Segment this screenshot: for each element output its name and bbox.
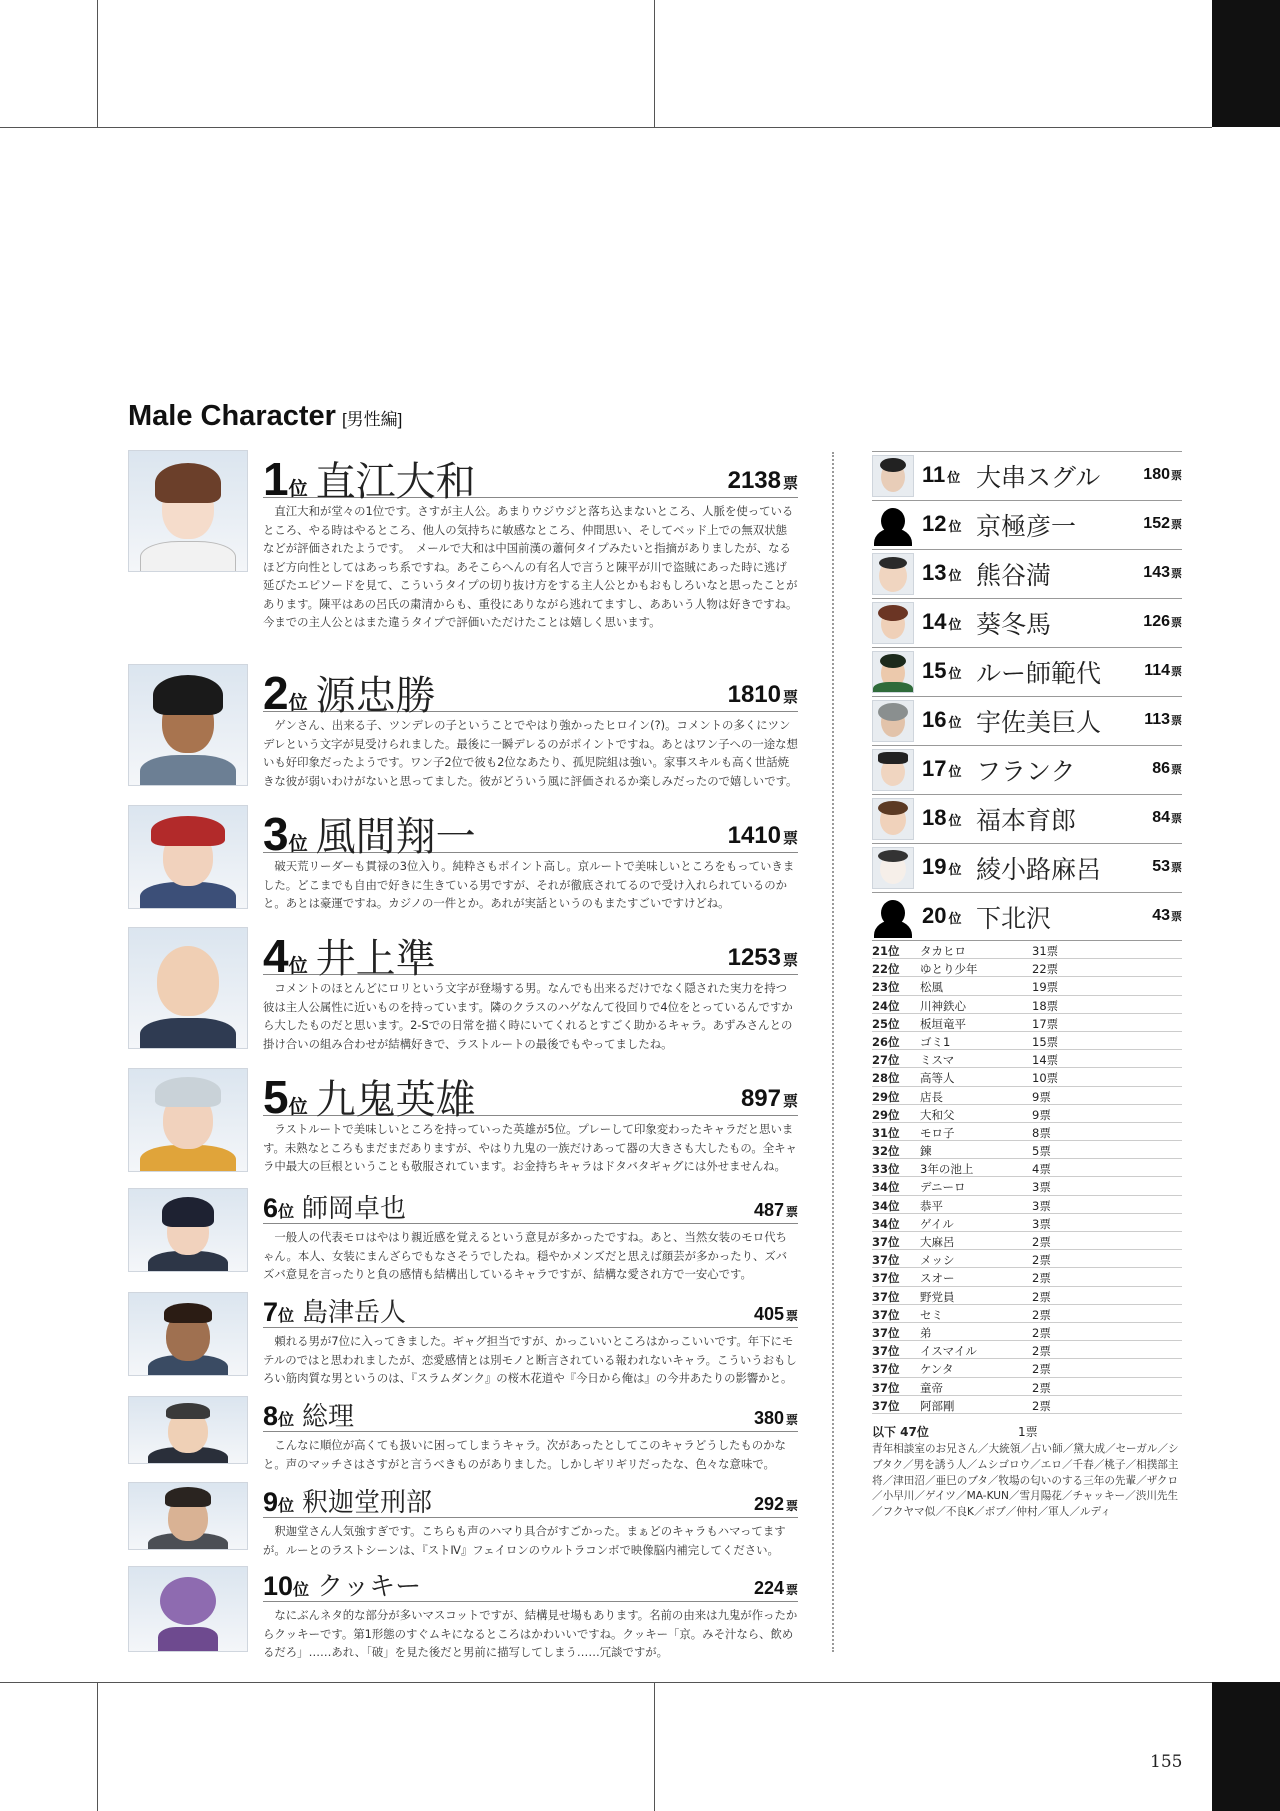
character-name: 松風 xyxy=(920,980,943,995)
rank-number: 15 位 xyxy=(922,658,962,683)
character-name: ゴミ1 xyxy=(920,1034,951,1049)
vote-count: 2票 xyxy=(1032,1253,1051,1268)
rank-list-row xyxy=(872,941,1182,959)
vote-count: 405 票 xyxy=(753,1304,798,1324)
rank-number: 8 xyxy=(263,1401,279,1431)
rank-label: 37位 xyxy=(872,1289,900,1304)
rank-number: 10 xyxy=(263,1571,294,1601)
character-name: 熊谷満 xyxy=(976,561,1052,590)
character-name: 板垣竜平 xyxy=(920,1016,966,1031)
rank-list-row xyxy=(872,1232,1182,1250)
crop-mark xyxy=(97,0,98,127)
rank-number: 9 xyxy=(263,1487,279,1517)
rank-label: 21位 xyxy=(872,944,900,958)
character-name: 井上準 xyxy=(315,936,436,982)
vote-count: 897 票 xyxy=(740,1085,798,1112)
crop-mark xyxy=(97,1683,98,1811)
rank-entry-6 xyxy=(128,1188,798,1280)
rank-entry-2 xyxy=(128,664,798,794)
rank-suffix: 位 xyxy=(288,955,308,977)
character-portrait xyxy=(128,450,248,572)
rank-list-row xyxy=(872,1250,1182,1268)
vote-count: 31票 xyxy=(1032,944,1059,958)
rank-label: 32位 xyxy=(872,1144,900,1159)
rank-entry-9 xyxy=(128,1482,798,1557)
character-name: 京極彦一 xyxy=(976,512,1077,541)
rank-label: 37位 xyxy=(872,1344,900,1359)
character-name: クッキー xyxy=(317,1572,422,1602)
comment-text: 直江大和が堂々の1位です。さすが主人公。あまりウジウジと落ち込まないところ、人脈を使っているところ、やる時はやるところ、他人の気持ちに敏感なところ、仲間思い、そしてベッド上での無双状態などが評価されたようです。 メールで大和は中国前漢の蕭何タイプみたいと指摘がありましたが、なるほど方向性としてはあっち系ですね。あそこらへんの有名人で言うと陳平が川で盗賊にあった時に逃げ延びたエピソードを見て、こういうタイプの切り抜け方をする主人公とかもおもしろいなと思ったことがあります。陳平はあの呂氏の粛清からも、重役にありながら逃れてますし、ああいう人物は好きですね。今までの主人公とはまた違うタイプで評価いただけたことは嬉しく思います。 xyxy=(263,504,798,629)
character-portrait xyxy=(128,1068,248,1172)
character-portrait xyxy=(128,1482,248,1550)
rank-list-row xyxy=(872,1068,1182,1086)
side-rank-14 xyxy=(872,598,1182,646)
comment-text: こんなに順位が高くても扱いに困ってしまうキャラ。次があったとしてこのキャラどうしたものかなと。声のマッチさはさすがと言うべきものがありました。しかしギリギリだったな、色々な意味で。 xyxy=(263,1438,786,1471)
rank-label: 37位 xyxy=(872,1325,900,1340)
rank-list-row xyxy=(872,959,1182,977)
rank-suffix: 位 xyxy=(278,1202,295,1221)
rank-list-row xyxy=(872,1105,1182,1123)
rank-suffix: 位 xyxy=(288,833,308,855)
vote-count: 18票 xyxy=(1032,998,1059,1013)
side-rank-17 xyxy=(872,745,1182,793)
vote-count: 2票 xyxy=(1032,1362,1051,1377)
character-name: モロ子 xyxy=(920,1125,955,1140)
rank-label: 23位 xyxy=(872,980,900,995)
rank-entry-10 xyxy=(128,1566,798,1658)
character-portrait xyxy=(128,1396,248,1464)
character-thumbnail xyxy=(872,798,914,840)
rank-suffix: 位 xyxy=(278,1410,295,1429)
vote-count: 2票 xyxy=(1032,1271,1051,1286)
vote-count: 1810 票 xyxy=(727,681,798,708)
comment-text: なにぶんネタ的な部分が多いマスコットですが、結構見せ場もあります。名前の由来は九鬼が作ったからクッキーです。第1形態のすぐムキになるところはかわいいですね。クッキー「京。みそ汁なら、飲めるだろ」……あれ、「破」を見た後だと男前に描写してしまう……冗談ですが。 xyxy=(263,1608,798,1659)
entry-header xyxy=(263,805,798,860)
vote-count: 19票 xyxy=(1032,980,1059,995)
side-rank-15 xyxy=(872,647,1182,695)
rank-list-row xyxy=(872,1196,1182,1214)
character-silhouette xyxy=(872,896,914,938)
side-rank-13 xyxy=(872,549,1182,597)
rank-label: 31位 xyxy=(872,1125,900,1140)
side-rank-12 xyxy=(872,500,1182,548)
character-name: 宇佐美巨人 xyxy=(976,708,1102,737)
remaining-ranks-header xyxy=(872,1423,1038,1440)
vote-count: 487 票 xyxy=(753,1200,798,1220)
character-name: スオー xyxy=(920,1271,955,1286)
vote-count: 14票 xyxy=(1032,1053,1059,1068)
side-rank-16 xyxy=(872,696,1182,744)
vote-count: 10票 xyxy=(1032,1071,1059,1086)
character-name: 童帝 xyxy=(920,1380,943,1395)
vote-count: 4票 xyxy=(1032,1162,1051,1177)
crop-mark xyxy=(654,1683,655,1811)
rank-entry-7 xyxy=(128,1292,798,1384)
comment-text: コメントのほとんどにロリという文字が登場する男。なんでも出来るだけでなく隠された実力を持つ彼は主人公属性に近いものを持っています。隣のクラスのハゲなんて役回りで4位をとっているんですから大したものだと思います。2-Sでの日常を描く時にいてくれるとすごく助かるキャラ。あずみさんとの掛け合いの組み合わせが結構好きで、ラストルートの最後でもやってましたね。 xyxy=(263,981,793,1051)
section-title xyxy=(128,400,402,433)
character-name: ルー師範代 xyxy=(976,659,1102,688)
remaining-ranks-names: 青年相談室のお兄さん／大統領／占い師／黛大成／セーガル／シブタク／男を誘う人／ムシゴロウ／エロ／千春／桃子／相撲部主将／津田沼／亜巳のブタ／牧場の匂いのする三年の先輩／ザクロ／小早川／ゲイツ／MA-KUN／雪月陽花／チャッキー／渋川先生／フクヤマ似／不良K／ボブ／仲村／軍人／ルディ xyxy=(872,1443,1179,1519)
lower-rank-list xyxy=(872,940,1182,1414)
section-subtitle: [男性編] xyxy=(341,410,403,429)
character-name: タカヒロ xyxy=(920,944,966,958)
rank-number: 2 xyxy=(263,667,289,719)
rank-suffix: 位 xyxy=(278,1306,295,1325)
rank-number: 4 xyxy=(263,930,289,982)
rank-list-row xyxy=(872,1087,1182,1105)
rank-number: 12 位 xyxy=(922,511,962,536)
character-name: イスマイル xyxy=(920,1344,977,1359)
rank-list-row xyxy=(872,1123,1182,1141)
vote-count: 224 票 xyxy=(753,1578,798,1598)
entry-header xyxy=(263,664,798,719)
rank-label: 26位 xyxy=(872,1034,900,1049)
vote-count: 3票 xyxy=(1032,1180,1051,1195)
vote-count: 15票 xyxy=(1032,1034,1059,1049)
rank-list-row xyxy=(872,1359,1182,1377)
character-name: 葵冬馬 xyxy=(976,610,1052,639)
character-name: 阿部剛 xyxy=(920,1398,955,1413)
rank-label: 37位 xyxy=(872,1398,900,1413)
vote-count: 2票 xyxy=(1032,1380,1051,1395)
corner-block xyxy=(1212,1682,1280,1811)
rank-number: 20 位 xyxy=(922,903,962,928)
vote-count: 143票 xyxy=(1143,564,1182,581)
rank-label: 25位 xyxy=(872,1016,900,1031)
character-portrait xyxy=(128,1292,248,1376)
rank-label: 37位 xyxy=(872,1380,900,1395)
vote-count: 2票 xyxy=(1032,1307,1051,1322)
rank-list-row xyxy=(872,1159,1182,1177)
rank-label: 37位 xyxy=(872,1235,900,1249)
rank-label: 34位 xyxy=(872,1198,900,1213)
vote-count: 43票 xyxy=(1152,907,1182,924)
entry-header xyxy=(263,927,798,982)
rank-number: 5 xyxy=(263,1071,289,1123)
rank-entry-4 xyxy=(128,927,798,1057)
character-name: 3年の池上 xyxy=(920,1162,974,1177)
rank-list-row xyxy=(872,1378,1182,1396)
crop-mark xyxy=(654,0,655,127)
vote-count: 2票 xyxy=(1032,1325,1051,1340)
character-name: 福本育郎 xyxy=(976,806,1077,835)
character-name: 高等人 xyxy=(920,1071,955,1086)
rank-list-row xyxy=(872,1396,1182,1414)
crop-mark xyxy=(0,127,1212,128)
character-name: 源忠勝 xyxy=(315,673,436,719)
vote-count: 1253 票 xyxy=(727,944,798,971)
section-title-text: Male Character xyxy=(128,400,336,432)
character-thumbnail xyxy=(872,602,914,644)
comment-text: 釈迦堂さん人気強すぎです。こちらも声のハマり具合がすごかった。まぁどのキャラもハマってますが。ルーとのラストシーンは、『ストⅣ』フェイロンのウルトラコンボで映像脳内補完してください。 xyxy=(263,1524,786,1557)
character-name: 島津岳人 xyxy=(302,1298,407,1328)
character-name: 釈迦堂刑部 xyxy=(302,1488,433,1518)
remaining-ranks-votes: 1票 xyxy=(1018,1425,1038,1439)
character-name: デニーロ xyxy=(920,1180,966,1195)
character-thumbnail xyxy=(872,651,914,693)
rank-label: 34位 xyxy=(872,1180,900,1195)
vote-count: 1410 票 xyxy=(727,822,798,849)
character-portrait xyxy=(128,1566,248,1652)
rank-list-row xyxy=(872,1177,1182,1195)
side-rank-19 xyxy=(872,843,1182,891)
vote-count: 9票 xyxy=(1032,1089,1051,1104)
character-name: 師岡卓也 xyxy=(302,1194,407,1224)
vote-count: 5票 xyxy=(1032,1144,1051,1159)
vote-count: 180票 xyxy=(1143,466,1182,483)
rank-list-row xyxy=(872,1050,1182,1068)
rank-suffix: 位 xyxy=(293,1580,310,1599)
character-portrait xyxy=(128,1188,248,1272)
character-portrait xyxy=(128,664,248,786)
rank-label: 29位 xyxy=(872,1107,900,1122)
rank-entry-1 xyxy=(128,450,798,650)
vote-count: 2票 xyxy=(1032,1344,1051,1359)
remaining-ranks-label: 以下 47位 xyxy=(872,1425,929,1439)
rank-number: 14 位 xyxy=(922,609,962,634)
rank-number: 18 位 xyxy=(922,805,962,830)
side-rank-20 xyxy=(872,892,1182,940)
character-name: 大串スグル xyxy=(976,463,1101,492)
rank-number: 1 xyxy=(263,453,289,505)
character-silhouette xyxy=(872,504,914,546)
rank-list-row xyxy=(872,1214,1182,1232)
character-name: 直江大和 xyxy=(315,459,476,505)
entry-header xyxy=(263,1566,798,1602)
character-name: 綾小路麻呂 xyxy=(976,855,1102,884)
character-name: 野党員 xyxy=(920,1289,955,1304)
vote-count: 114票 xyxy=(1144,662,1182,679)
entry-header xyxy=(263,450,798,505)
vote-count: 86票 xyxy=(1152,760,1182,777)
rank-entry-8 xyxy=(128,1396,798,1471)
character-name: 大麻呂 xyxy=(920,1235,955,1249)
character-name: ゆとり少年 xyxy=(920,962,978,977)
vote-count: 380 票 xyxy=(753,1408,798,1428)
rank-label: 27位 xyxy=(872,1053,900,1068)
rank-number: 16 位 xyxy=(922,707,962,732)
column-divider xyxy=(832,452,834,1652)
rank-list-row xyxy=(872,996,1182,1014)
vote-count: 8票 xyxy=(1032,1125,1051,1140)
crop-mark xyxy=(0,1682,1212,1683)
rank-label: 28位 xyxy=(872,1071,900,1086)
character-name: メッシ xyxy=(920,1253,955,1268)
rank-label: 37位 xyxy=(872,1271,900,1286)
character-thumbnail xyxy=(872,700,914,742)
vote-count: 22票 xyxy=(1032,962,1059,977)
comment-text: 頼れる男が7位に入ってきました。ギャグ担当ですが、かっこいいところはかっこいいです。年下にモテルのではと思われましたが、恋愛感情とは別モノと断言されている報われないキャラ。こういうおもしろい筋肉質な男というのは、『スラムダンク』の桜木花道や『今日から俺は』の今井あたりの影響かと。 xyxy=(263,1334,797,1385)
vote-count: 126票 xyxy=(1143,613,1182,630)
rank-entry-5 xyxy=(128,1068,798,1183)
entry-header xyxy=(263,1396,798,1432)
vote-count: 3票 xyxy=(1032,1216,1051,1231)
character-name: 恭平 xyxy=(920,1198,943,1213)
character-name: 弟 xyxy=(920,1325,932,1340)
character-name: ケンタ xyxy=(920,1362,954,1377)
character-portrait xyxy=(128,927,248,1049)
comment-text: ゲンさん、出来る子、ツンデレの子ということでやはり強かったヒロイン(?)。コメントの多くにツンデレという文字が見受けられました。最後に一瞬デレるのがポイントですね。あとはワン子への一途な想いも好印象だったようです。ワン子2位で彼も2位なあたり、孤児院組は強い。家事スキルも高く世話焼きな彼が弱いわけがないと思ってました。彼がどういう風に評価されるか楽しみだったので嬉しいです。 xyxy=(263,718,798,788)
side-rank-11 xyxy=(872,451,1182,499)
entry-header xyxy=(263,1292,798,1328)
vote-count: 113票 xyxy=(1144,711,1182,728)
rank-list-row xyxy=(872,1032,1182,1050)
rank-number: 17 位 xyxy=(922,756,962,781)
rank-list-row xyxy=(872,1341,1182,1359)
rank-list-row xyxy=(872,1268,1182,1286)
character-name: 風間翔一 xyxy=(315,814,476,860)
comment-text: 破天荒リーダーも貫禄の3位入り。純粋さもポイント高し。京ルートで美味しいところをもっていきました。どこまでも自由で好きに生きている男ですが、それが徹底されてるので受け入れられているのかと。あとは豪運ですね。カジノの一件とか。あれが実話というのもまたすごいですけどね。 xyxy=(263,859,795,910)
comment-text: ラストルートで美味しいところを持っていった英雄が5位。プレーして印象変わったキャラだと思います。未熟なところもまだまだありますが、やはり九鬼の一族だけあって器の大きさも大したもの。全キャラ中最大の巨根ということも敬服されています。お金持ちキャラはドタバタギャグには外せませんね。 xyxy=(263,1122,797,1173)
corner-block xyxy=(1212,0,1280,127)
rank-label: 33位 xyxy=(872,1162,900,1177)
character-name: 店長 xyxy=(920,1089,943,1104)
rank-label: 24位 xyxy=(872,998,900,1013)
rank-suffix: 位 xyxy=(278,1496,295,1515)
side-rank-18 xyxy=(872,794,1182,842)
entry-header xyxy=(263,1188,798,1224)
rank-number: 11 位 xyxy=(922,462,961,487)
vote-count: 2票 xyxy=(1032,1289,1051,1304)
rank-number: 13 位 xyxy=(922,560,962,585)
rank-number: 3 xyxy=(263,808,289,860)
rank-list-row xyxy=(872,1305,1182,1323)
rank-list-row xyxy=(872,1323,1182,1341)
rank-label: 37位 xyxy=(872,1307,900,1322)
vote-count: 3票 xyxy=(1032,1198,1051,1213)
rank-label: 29位 xyxy=(872,1089,900,1104)
vote-count: 2票 xyxy=(1032,1398,1051,1413)
character-thumbnail xyxy=(872,749,914,791)
vote-count: 292 票 xyxy=(753,1494,798,1514)
character-name: 大和父 xyxy=(920,1107,955,1122)
rank-label: 22位 xyxy=(872,962,900,977)
rank-suffix: 位 xyxy=(288,478,308,500)
vote-count: 2票 xyxy=(1032,1235,1051,1249)
rank-number: 6 xyxy=(263,1193,279,1223)
rank-number: 7 xyxy=(263,1297,279,1327)
character-name: フランク xyxy=(976,757,1076,786)
rank-list-row xyxy=(872,1287,1182,1305)
page-number: 155 xyxy=(1150,1752,1183,1772)
rank-list-row xyxy=(872,977,1182,995)
rank-suffix: 位 xyxy=(288,692,308,714)
rank-list-row xyxy=(872,1014,1182,1032)
rank-number: 19 位 xyxy=(922,854,962,879)
vote-count: 9票 xyxy=(1032,1107,1051,1122)
rank-label: 37位 xyxy=(872,1253,900,1268)
vote-count: 152票 xyxy=(1143,515,1182,532)
character-name: 川神鉄心 xyxy=(920,998,966,1013)
entry-header xyxy=(263,1482,798,1518)
vote-count: 2138 票 xyxy=(727,467,798,494)
rank-suffix: 位 xyxy=(288,1096,308,1118)
character-portrait xyxy=(128,805,248,909)
character-name: ゲイル xyxy=(920,1216,954,1231)
character-name: 九鬼英雄 xyxy=(315,1077,476,1123)
character-thumbnail xyxy=(872,847,914,889)
character-name: 鍊 xyxy=(920,1144,932,1159)
character-name: 総理 xyxy=(302,1402,355,1432)
vote-count: 53票 xyxy=(1152,858,1182,875)
vote-count: 17票 xyxy=(1032,1016,1059,1031)
character-thumbnail xyxy=(872,455,914,497)
rank-label: 34位 xyxy=(872,1216,900,1231)
entry-header xyxy=(263,1068,798,1123)
character-thumbnail xyxy=(872,553,914,595)
character-name: ミスマ xyxy=(920,1053,955,1068)
character-name: 下北沢 xyxy=(976,904,1052,933)
rank-label: 37位 xyxy=(872,1362,900,1377)
vote-count: 84票 xyxy=(1152,809,1182,826)
rank-entry-3 xyxy=(128,805,798,920)
rank-list-row xyxy=(872,1141,1182,1159)
comment-text: 一般人の代表モロはやはり親近感を覚えるという意見が多かったですね。あと、当然女装のモロ代ちゃん。本人、女装にまんざらでもなさそうでしたね。穏やかメンズだと思えば顔芸が多かったり、ズバズバ意見を言ったりと負の感情も結構出しているキャラですが、結構な愛され方で一安心です。 xyxy=(263,1230,788,1281)
character-name: セミ xyxy=(920,1307,943,1322)
